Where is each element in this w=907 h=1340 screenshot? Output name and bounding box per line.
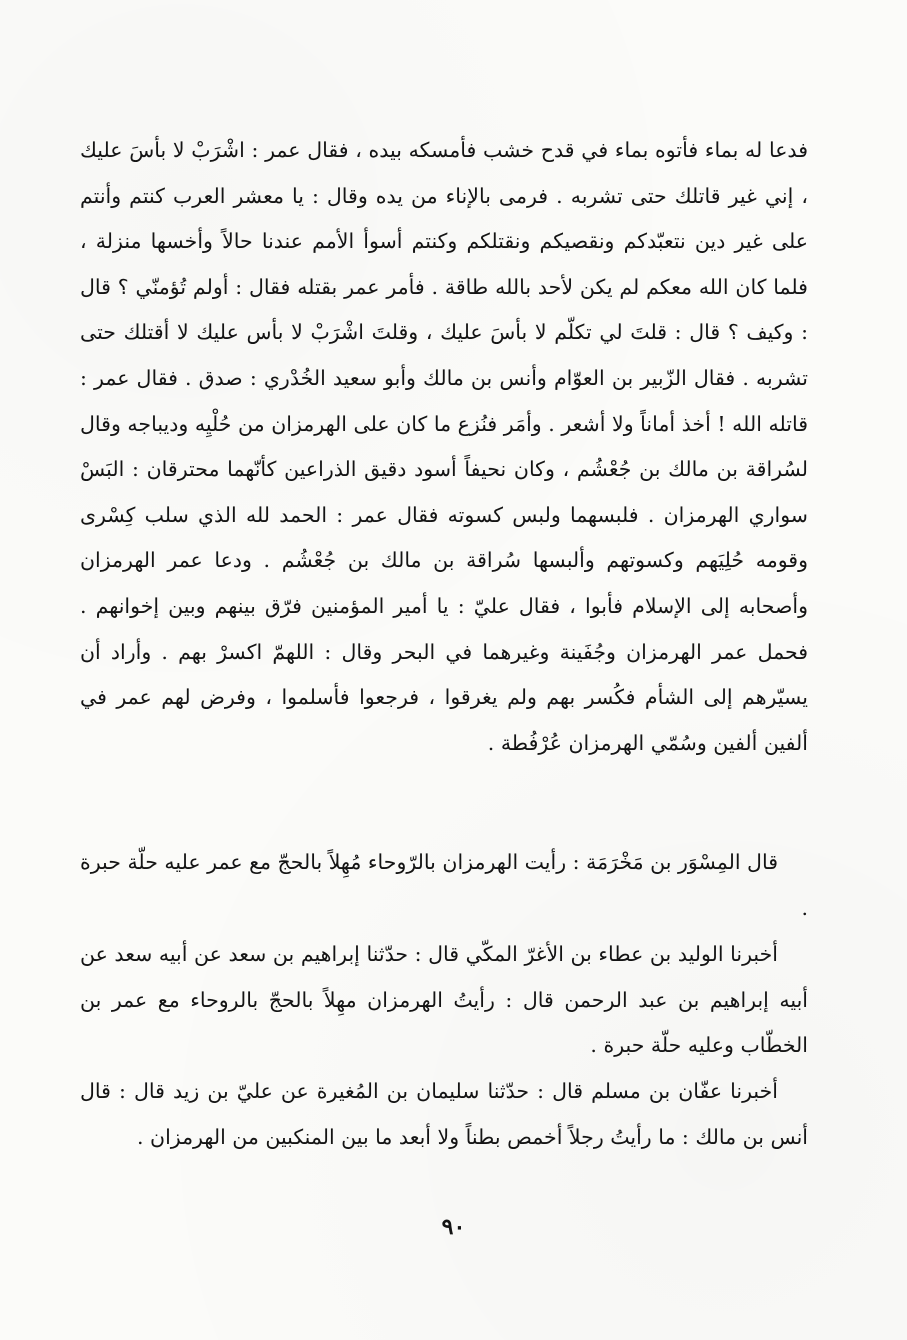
paragraph-main <box>80 128 808 766</box>
paragraph-text: فدعا له بماء فأتوه بماء في قدح خشب فأمسكه بيده ، فقال عمر : اشْرَبْ لا بأسَ عليك ، إني غير قاتلك حتى تشربه . فرمى بالإناء من يده وقال : يا معشر العرب كنتم وأنتم على غير دين نتعبّدكم ونقصيكم ونقتلكم وكنتم أسوأ الأمم عندنا حالاً وأخسها منزلة ، فلما كان الله معكم لم يكن لأحد بالله طاقة . فأمر عمر بقتله فقال : أولم تُؤمنّي ؟ قال : وكيف ؟ قال : قلتَ لي تكلّم لا بأسَ عليك ، وقلتَ اشْرَبْ لا بأس عليك لا أقتلك حتى تشربه . فقال الزّبير بن العوّام وأنس بن مالك وأبو سعيد الخُدْري : صدق . فقال عمر : قاتله الله ! أخذ أماناً ولا أشعر . وأمَر فنُزع ما كان على الهرمزان من حُلْيِه وديباجه وقال لسُراقة بن مالك بن جُعْشُم ، وكان نحيفاً أسود دقيق الذراعين كأنّهما محترقان : البَسْ سواري الهرمزان . فلبسهما ولبس كسوته فقال عمر : الحمد لله الذي سلب كِسْرى وقومه حُلِيَهم وكسوتهم وألبسها سُراقة بن مالك بن جُعْشُم . ودعا عمر الهرمزان وأصحابه إلى الإسلام فأبوا ، فقال عليّ : يا أمير المؤمنين فرّق بينهم وبين إخوانهم . فحمل عمر الهرمزان وجُفَينة وغيرهما في البحر وقال : اللهمّ اكسرْ بهم . وأراد أن يسيّرهم إلى الشأم فكُسر بهم ولم يغرقوا ، فرجعوا فأسلموا ، وفرض لهم عمر في ألفين ألفين وسُمّي الهرمزان عُرْفُطة . <box>80 138 808 755</box>
paragraph-miswar <box>80 840 808 931</box>
paragraph-text: أخبرنا عفّان بن مسلم قال : حدّثنا سليمان بن المُغيرة عن عليّ بن زيد قال : قال أنس بن مالك : ما رأيتُ رجلاً أخمص بطناً ولا أبعد ما بين المنكبين من الهرمزان . <box>80 1079 808 1149</box>
page-number: ٩٠ <box>441 1214 466 1240</box>
paragraph-text: قال المِسْوَر بن مَخْرَمَة : رأيت الهرمزان بالرّوحاء مُهِلاً بالحجّ مع عمر عليه حلّة حبرة . <box>80 850 808 920</box>
paragraph-text: أخبرنا الوليد بن عطاء بن الأغرّ المكّي قال : حدّثنا إبراهيم بن سعد عن أبيه سعد عن أبيه إبراهيم بن عبد الرحمن قال : رأيتُ الهرمزان مهِلاً بالحجّ بالروحاء مع عمر بن الخطّاب وعليه حلّة حبرة . <box>80 942 808 1058</box>
paragraph-walid <box>80 932 808 1069</box>
paragraph-affan <box>80 1069 808 1160</box>
